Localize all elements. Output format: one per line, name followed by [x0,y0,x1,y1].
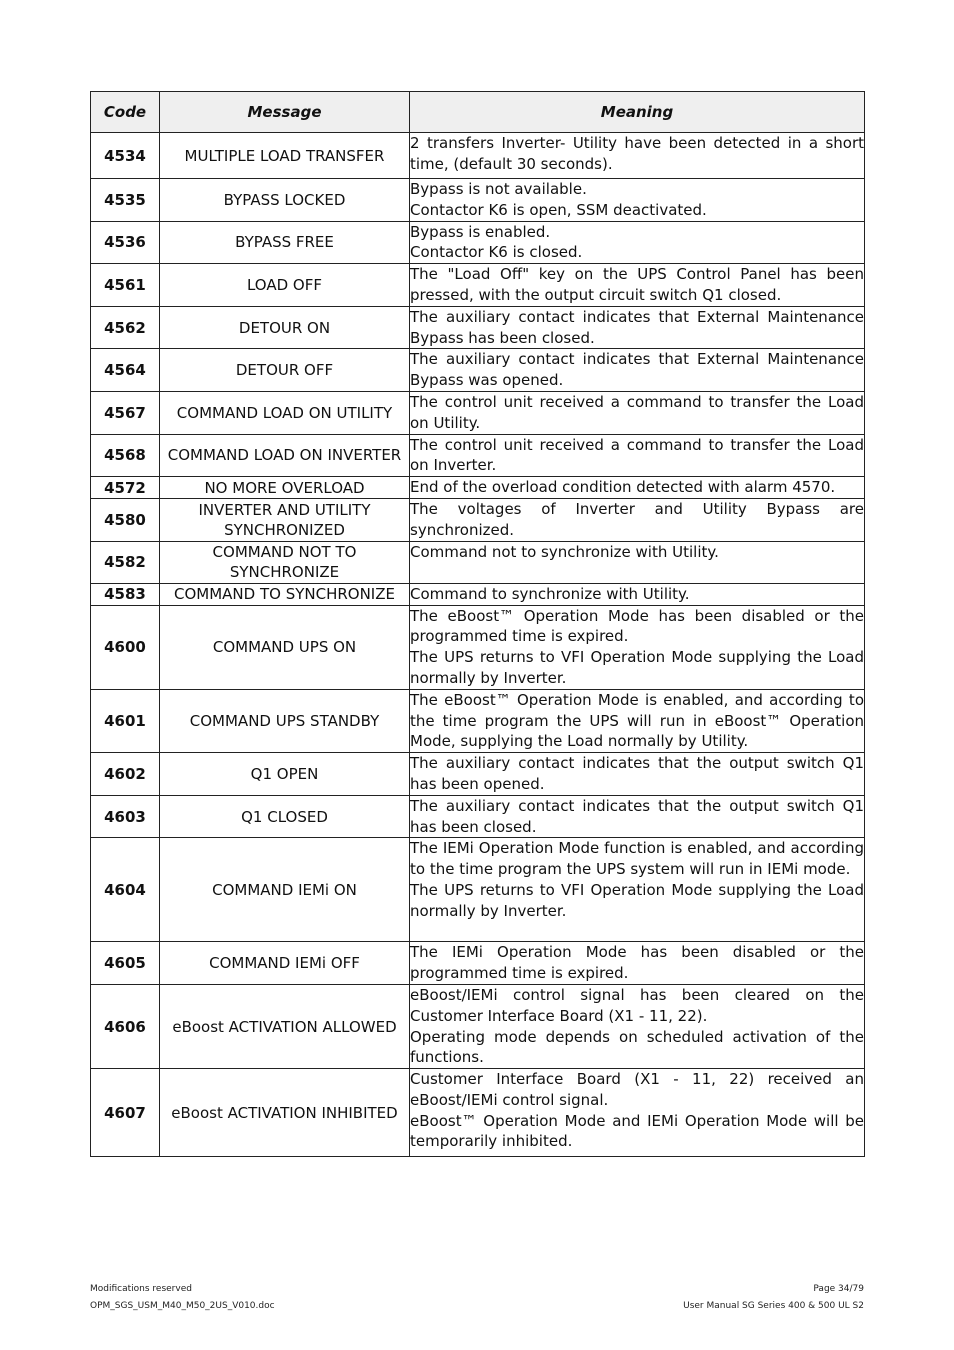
message-cell: INVERTER AND UTILITY SYNCHRONIZED [160,499,410,542]
code-cell: 4580 [91,499,160,542]
code-cell: 4536 [91,221,160,264]
meaning-cell: The eBoost™ Operation Mode is enabled, and according to the time program the UPS will run in eBoost™ Operation Mode, supplying the Load normally by Utility. [410,689,865,752]
meaning-paragraph: Customer Interface Board (X1 - 11, 22) received an eBoost/IEMi control signal. [410,1070,864,1109]
meaning-paragraph: Bypass is enabled. [410,222,551,241]
table-row [91,541,865,583]
code-cell: 4607 [91,1069,160,1157]
footer-modifications: Modifications reserved [90,1284,192,1294]
message-cell: COMMAND IEMi OFF [160,942,410,985]
table-row [91,1069,865,1157]
message-cell: Q1 CLOSED [160,795,410,838]
message-cell: COMMAND IEMi ON [160,838,410,942]
message-cell: NO MORE OVERLOAD [160,477,410,499]
meaning-paragraph: Contactor K6 is open, SSM deactivated. [410,200,707,219]
table-row [91,838,865,942]
code-cell: 4606 [91,984,160,1068]
table-row [91,942,865,985]
code-cell: 4568 [91,434,160,477]
meaning-paragraph: eBoost/IEMi control signal has been cleared on the Customer Interface Board (X1 - 11, 22). [410,985,864,1025]
table-header-row [91,92,865,133]
table-row [91,583,865,605]
message-cell: DETOUR OFF [160,349,410,392]
meaning-cell: End of the overload condition detected with alarm 4570. [410,477,865,499]
meaning-cell: The auxiliary contact indicates that External Maintenance Bypass was opened. [410,349,865,392]
message-cell: eBoost ACTIVATION ALLOWED [160,984,410,1068]
message-cell: DETOUR ON [160,306,410,349]
code-cell: 4603 [91,795,160,838]
table-row [91,753,865,796]
meaning-cell: The auxiliary contact indicates that the output switch Q1 has been opened. [410,753,865,796]
meaning-cell [410,984,865,1068]
table-row [91,133,865,179]
message-cell: COMMAND NOT TO SYNCHRONIZE [160,541,410,583]
table-row [91,179,865,222]
code-cell: 4564 [91,349,160,392]
meaning-cell: The auxiliary contact indicates that the output switch Q1 has been closed. [410,795,865,838]
table-row [91,221,865,264]
code-cell: 4535 [91,179,160,222]
meaning-cell [410,1069,865,1157]
code-cell: 4604 [91,838,160,942]
footer-document-id: OPM_SGS_USM_M40_M50_2US_V010.doc [90,1301,275,1311]
table-row [91,306,865,349]
meaning-paragraph: The eBoost™ Operation Mode has been disabled or the programmed time is expired. [410,606,864,646]
message-cell: COMMAND TO SYNCHRONIZE [160,583,410,605]
message-cell: COMMAND UPS ON [160,605,410,689]
meaning-paragraph: Contactor K6 is closed. [410,243,583,262]
header-code: Code [91,92,160,133]
table-row [91,264,865,307]
meaning-cell [410,221,865,264]
table-row [91,434,865,477]
footer-manual-title: User Manual SG Series 400 & 500 UL S2 [683,1301,864,1311]
table-row [91,499,865,542]
code-cell: 4567 [91,391,160,434]
message-cell: BYPASS LOCKED [160,179,410,222]
header-message: Message [160,92,410,133]
table-row [91,605,865,689]
meaning-cell: The auxiliary contact indicates that External Maintenance Bypass has been closed. [410,306,865,349]
message-cell: COMMAND LOAD ON UTILITY [160,391,410,434]
meaning-cell: The voltages of Inverter and Utility Bypass are synchronized. [410,499,865,542]
meaning-cell: The "Load Off" key on the UPS Control Panel has been pressed, with the output circuit switch Q1 closed. [410,264,865,307]
message-cell: COMMAND LOAD ON INVERTER [160,434,410,477]
code-cell: 4582 [91,541,160,583]
code-cell: 4583 [91,583,160,605]
message-cell: LOAD OFF [160,264,410,307]
meaning-cell: 2 transfers Inverter- Utility have been detected in a short time, (default 30 seconds). [410,133,865,179]
meaning-paragraph: Bypass is not available. [410,180,587,198]
table-row [91,689,865,752]
meaning-cell [410,179,865,222]
meaning-cell: Command to synchronize with Utility. [410,583,865,605]
meaning-paragraph: The UPS returns to VFI Operation Mode supplying the Load normally by Inverter. [410,648,864,687]
message-cell: BYPASS FREE [160,221,410,264]
code-cell: 4605 [91,942,160,985]
message-cell: COMMAND UPS STANDBY [160,689,410,752]
message-cell: eBoost ACTIVATION INHIBITED [160,1069,410,1157]
alarm-code-table [90,91,865,1157]
table-row [91,477,865,499]
table-row [91,795,865,838]
footer-page-number: Page 34/79 [813,1284,864,1294]
code-cell: 4562 [91,306,160,349]
meaning-cell [410,605,865,689]
header-meaning: Meaning [410,92,865,133]
code-cell: 4561 [91,264,160,307]
code-cell: 4534 [91,133,160,179]
code-cell: 4601 [91,689,160,752]
meaning-paragraph: The IEMi Operation Mode function is enabled, and according to the time program the UPS system will run in IEMi mode. [410,839,864,879]
table-row [91,349,865,392]
table-row [91,984,865,1068]
code-cell: 4572 [91,477,160,499]
meaning-paragraph: Operating mode depends on scheduled activation of the functions. [410,1027,864,1067]
code-cell: 4600 [91,605,160,689]
message-cell: MULTIPLE LOAD TRANSFER [160,133,410,179]
meaning-paragraph: eBoost™ Operation Mode and IEMi Operation Mode will be temporarily inhibited. [410,1111,864,1151]
meaning-cell [410,838,865,942]
code-cell: 4602 [91,753,160,796]
table-row [91,391,865,434]
meaning-cell: Command not to synchronize with Utility. [410,541,865,583]
message-cell: Q1 OPEN [160,753,410,796]
meaning-cell: The control unit received a command to transfer the Load on Utility. [410,391,865,434]
meaning-cell: The IEMi Operation Mode has been disabled or the programmed time is expired. [410,942,865,985]
meaning-paragraph: The UPS returns to VFI Operation Mode supplying the Load normally by Inverter. [410,880,864,920]
meaning-cell: The control unit received a command to transfer the Load on Inverter. [410,434,865,477]
